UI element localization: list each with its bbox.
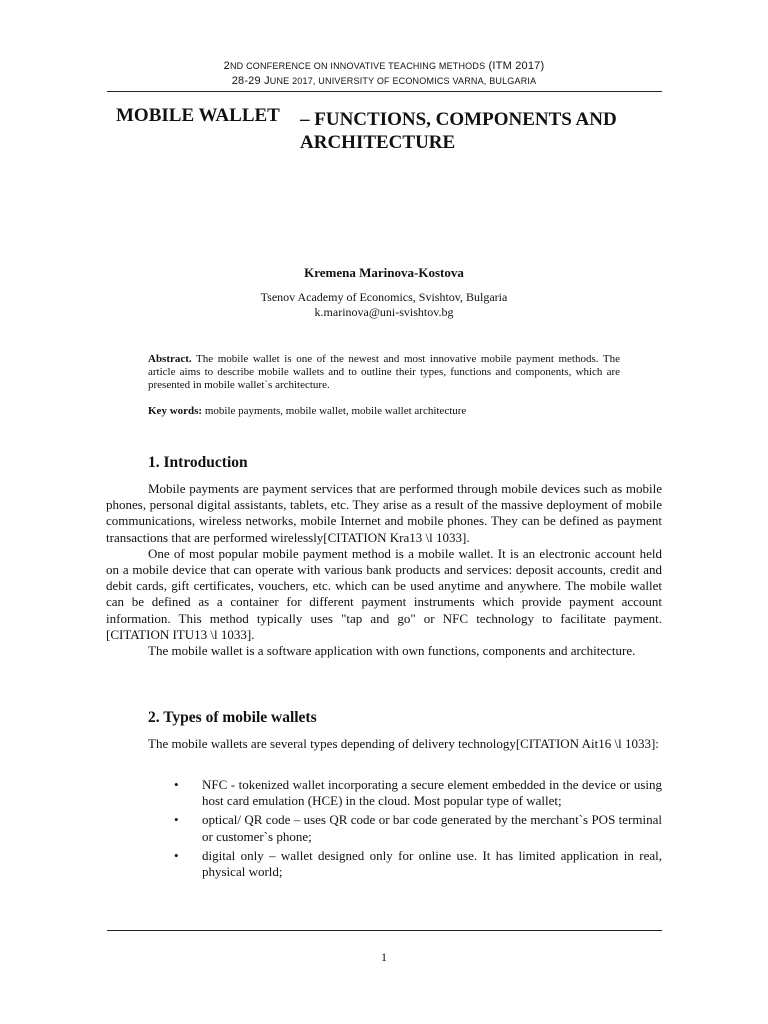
bullet-icon: • [174, 812, 179, 828]
bullet-icon: • [174, 847, 179, 863]
list-item-text: digital only – wallet designed only for online use. It has limited application in real, physical world; [202, 847, 662, 880]
title-part-1: MOBILE WALLET [116, 105, 280, 126]
list-item [170, 812, 662, 844]
title-part-2: – FUNCTIONS, COMPONENTS AND [300, 109, 617, 130]
header-date-venue: UNE 2017, UNIVERSITY OF ECONOMICS VARNA, BULGARIA [269, 76, 537, 86]
section-1-paragraph: One of most popular mobile payment method is a mobile wallet. It is an electronic account held on a mobile device that can operate with various bank products and services: deposit accounts, credit and debit cards, gift certificates, vouchers, etc. which can be used anytime and anywhere. The mobile wallet can be defined as a container for different payment instruments which provide payment account information. This method typically uses "tap and go" or NFC technology to facilitate payment. [CITATION ITU13 \l 1033]. [106, 545, 662, 642]
section-2-intro: The mobile wallets are several types depending of delivery technology[CITATION Ait16 \l 1033]: [148, 736, 659, 751]
list-item-text: optical/ QR code – uses QR code or bar code generated by the merchant`s POS terminal or customer`s phone; [202, 812, 662, 844]
header-rule [107, 91, 662, 92]
keywords-text: mobile payments, mobile wallet, mobile wallet architecture [202, 405, 467, 417]
section-1-body [106, 481, 662, 659]
page-number: 1 [381, 950, 387, 964]
title-part-3: ARCHITECTURE [300, 132, 456, 153]
header-num: 2 [223, 60, 230, 72]
abstract-text: The mobile wallet is one of the newest and most innovative mobile payment methods. The article aims to describe mobile wallets and to outline their types, functions and components, which are presented in mobile wallet`s architecture. [148, 353, 620, 391]
section-1-heading: 1. Introduction [148, 454, 248, 471]
abstract-label: Abstract. [148, 353, 192, 365]
keywords [148, 405, 620, 418]
abstract [148, 353, 620, 392]
running-header-line-1 [0, 60, 768, 72]
running-header-line-2 [0, 75, 768, 87]
list-item-text: NFC - tokenized wallet incorporating a secure element embedded in the device or using host card emulation (HCE) in the cloud. Most popular type of wallet; [202, 777, 662, 809]
keywords-label: Key words: [148, 405, 203, 417]
author-affiliation: Tsenov Academy of Economics, Svishtov, Bulgaria [260, 290, 508, 304]
section-1-paragraph: Mobile payments are payment services that are performed through mobile devices such as mobile phones, personal digital assistants, tablets, etc. They arise as a result of the massive deployment of mobile communications, wireless networks, mobile Internet and mobile phones. They can be defined as payment transactions that are performed wirelessly[CITATION Kra13 \l 1033]. [106, 481, 662, 545]
author-email[interactable]: k.marinova@uni-svishtov.bg [314, 305, 454, 319]
author-name: Kremena Marinova-Kostova [304, 265, 464, 280]
list-item [170, 777, 662, 809]
footer-rule [107, 930, 662, 931]
header-date-lead: 28-29 J [231, 75, 270, 87]
bullet-icon: • [174, 777, 179, 792]
list-item [170, 848, 662, 880]
header-conference: ND CONFERENCE ON INNOVATIVE TEACHING METHODS [229, 61, 486, 71]
header-itm: (ITM 2017) [485, 60, 545, 72]
section-1-paragraph: The mobile wallet is a software application with own functions, components and architecture. [148, 643, 636, 659]
section-2-heading: 2. Types of mobile wallets [148, 709, 317, 726]
delivery-technology-list [170, 777, 662, 883]
